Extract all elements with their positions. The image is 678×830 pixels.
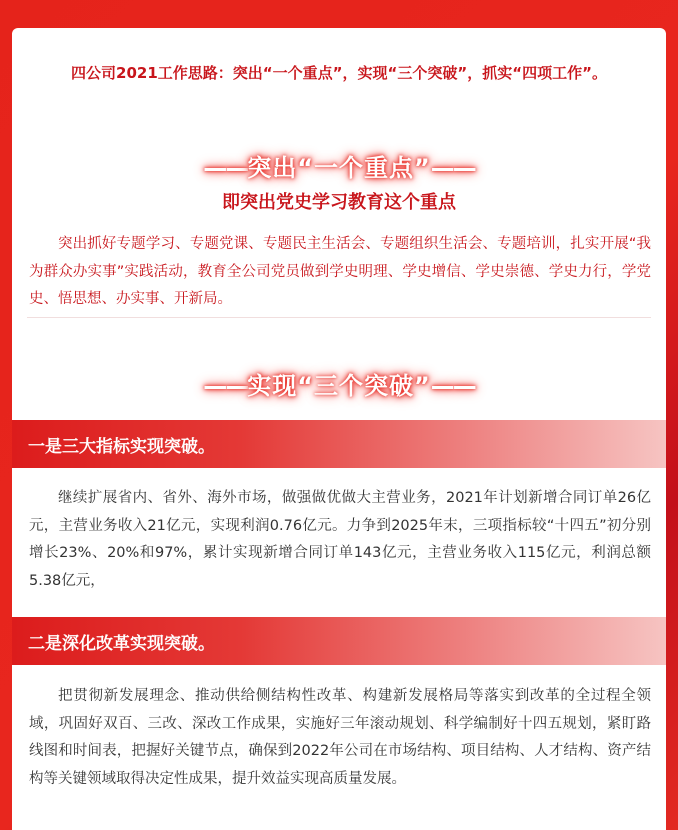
content-card (12, 28, 666, 830)
section1-subheading: 即突出党史学习教育这个重点 (222, 192, 456, 213)
item2-title-bar (12, 617, 666, 665)
section1-heading (12, 148, 666, 183)
heading-dash-right: —— (430, 372, 475, 400)
section1-heading-text: 突出“一个重点” (247, 154, 431, 182)
heading-dash-right: —— (430, 154, 475, 182)
section2-heading (12, 366, 666, 401)
item1-paragraph: 继续扩展省内、省外、海外市场，做强做优做大主营业务，2021年计划新增合同订单26亿元，主营业务收入21亿元，实现利润0.76亿元。力争到2025年末，三项指标较“十四五”初分别增长23%、20%和97%，累计实现新增合同订单143亿元，主营业务收入115亿元，利润总额5.38亿元， (29, 490, 651, 589)
item2-paragraph: 把贯彻新发展理念、推动供给侧结构性改革、构建新发展格局等落实到改革的全过程全领域，巩固好双百、三改、深改工作成果，实施好三年滚动规划、科学编制好十四五规划，紧盯路线图和时间表，把握好关键节点，确保到2022年公司在市场结构、项目结构、人才结构、资产结构等关键领域取得决定性成果，提升效益实现高质量发展。 (29, 688, 651, 787)
item1-title: 一是三大指标实现突破。 (28, 437, 215, 457)
section1-paragraph: 突出抓好专题学习、专题党课、专题民主生活会、专题组织生活会、专题培训，扎实开展“我为群众办实事”实践活动，教育全公司党员做到学史明理、学史增信、学史崇德、学史力行，学党史、悟思想、办实事、开新局。 (29, 236, 651, 307)
heading-dash-left: —— (203, 372, 248, 400)
item1-title-bar (12, 420, 666, 468)
intro-text: 四公司2021工作思路：突出“一个重点”，实现“三个突破”，抓实“四项工作”。 (71, 64, 607, 82)
section-divider (27, 317, 651, 318)
section2-heading-text: 实现“三个突破” (247, 372, 431, 400)
item2-title: 二是深化改革实现突破。 (28, 634, 215, 654)
heading-dash-left: —— (203, 154, 248, 182)
